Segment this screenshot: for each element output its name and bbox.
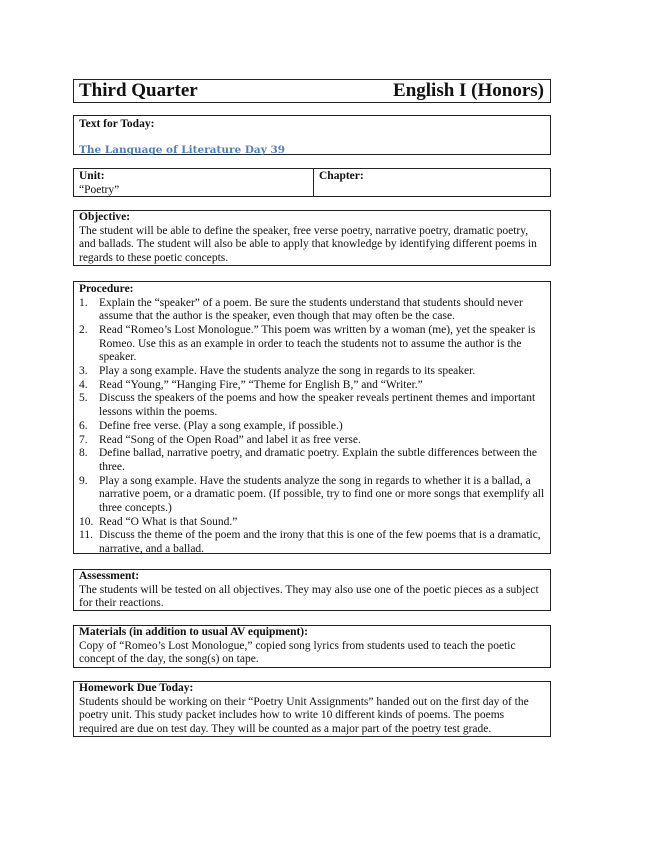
unit-label: Unit: — [79, 170, 105, 182]
step-text: Read “Romeo’s Lost Monologue.” This poem was written by a woman (me), yet the speaker is Romeo. Use this as an example in order to teach the students not to assume the author is the speaker. — [99, 323, 536, 364]
step-text: Read “O What is that Sound.” — [99, 515, 238, 528]
procedure-step — [79, 529, 545, 556]
homework-section — [73, 681, 551, 737]
header-bar — [73, 79, 551, 103]
step-number: 10. — [79, 515, 94, 528]
step-text: Discuss the theme of the poem and the irony that this is one of the few poems that is a dramatic, narrative, and a ballad. — [99, 529, 541, 556]
step-text: Discuss the speakers of the poems and how the speaker reveals pertinent themes and important lessons within the poems. — [99, 392, 536, 419]
unit-chapter-row — [73, 168, 551, 197]
step-text: Read “Young,” “Hanging Fire,” “Theme for English B,” and “Writer.” — [99, 378, 423, 391]
step-number: 4. — [79, 378, 88, 391]
step-number: 5. — [79, 392, 88, 405]
procedure-step — [79, 420, 545, 434]
step-text: Read “Song of the Open Road” and label it as free verse. — [99, 433, 361, 446]
step-number: 2. — [79, 323, 88, 336]
objective-text: The student will be able to define the speaker, free verse poetry, narrative poetry, dramatic poetry, and ballads. The student will also be able to apply that knowledge by identifying different poems in regards to these poetic concepts. — [79, 224, 537, 264]
step-number: 9. — [79, 474, 88, 487]
procedure-step — [79, 516, 545, 530]
materials-label: Materials (in addition to usual AV equipment): — [79, 626, 308, 638]
assessment-text: The students will be tested on all objectives. They may also use one of the poetic pieces as a subject for their reactions. — [79, 583, 539, 610]
step-text: Define ballad, narrative poetry, and dramatic poetry. Explain the subtle differences between the three. — [99, 447, 537, 473]
homework-text: Students should be working on their “Poetry Unit Assignments” handed out on the first day of the poetry unit. This study packet includes how to write 10 different kinds of poems. The poems required are due on test day. They will be counted as a major part of the poetry test grade. — [79, 695, 529, 735]
step-number: 1. — [79, 296, 88, 309]
unit-value: “Poetry” — [79, 183, 120, 196]
chapter-label: Chapter: — [319, 170, 364, 182]
text-for-today-label: Text for Today: — [79, 118, 155, 130]
procedure-step — [79, 324, 545, 365]
step-number: 11. — [79, 529, 93, 542]
homework-label: Homework Due Today: — [79, 682, 194, 694]
objective-section — [73, 210, 551, 266]
step-number: 7. — [79, 433, 88, 446]
procedure-list — [79, 297, 545, 557]
assessment-section — [73, 569, 551, 611]
procedure-step — [79, 365, 545, 379]
quarter-title: Third Quarter — [79, 80, 198, 101]
step-number: 6. — [79, 419, 88, 432]
procedure-section — [73, 281, 551, 554]
procedure-step — [79, 475, 545, 516]
text-for-today-section — [73, 115, 551, 155]
materials-section — [73, 625, 551, 668]
assessment-label: Assessment: — [79, 570, 140, 582]
objective-label: Objective: — [79, 211, 131, 223]
procedure-step — [79, 434, 545, 448]
step-number: 3. — [79, 365, 88, 378]
materials-text: Copy of “Romeo’s Lost Monologue,” copied song lyrics from students used to teach the poetic concept of the day, the song(s) on tape. — [79, 639, 516, 666]
text-for-today-value: The Language of Literature Day 39 — [79, 143, 286, 156]
step-number: 8. — [79, 447, 88, 460]
procedure-label: Procedure: — [79, 283, 134, 295]
unit-cell — [74, 169, 314, 196]
step-text: Explain the “speaker” of a poem. Be sure the students understand that students should never assume that the author is the speaker, even though that may often be the case. — [99, 296, 523, 323]
step-text: Define free verse. (Play a song example, if possible.) — [99, 419, 343, 432]
step-text: Play a song example. Have the students analyze the song in regards to its speaker. — [99, 365, 476, 378]
chapter-cell — [314, 169, 369, 196]
procedure-step — [79, 297, 545, 324]
course-title: English I (Honors) — [393, 80, 544, 101]
procedure-step — [79, 447, 545, 474]
procedure-step — [79, 379, 545, 393]
procedure-step — [79, 392, 545, 419]
step-text: Play a song example. Have the students analyze the song in regards to whether it is a ballad, a narrative poem, or a dramatic poem. (If possible, try to find one or more songs that exemplify all three concepts.) — [99, 474, 545, 515]
